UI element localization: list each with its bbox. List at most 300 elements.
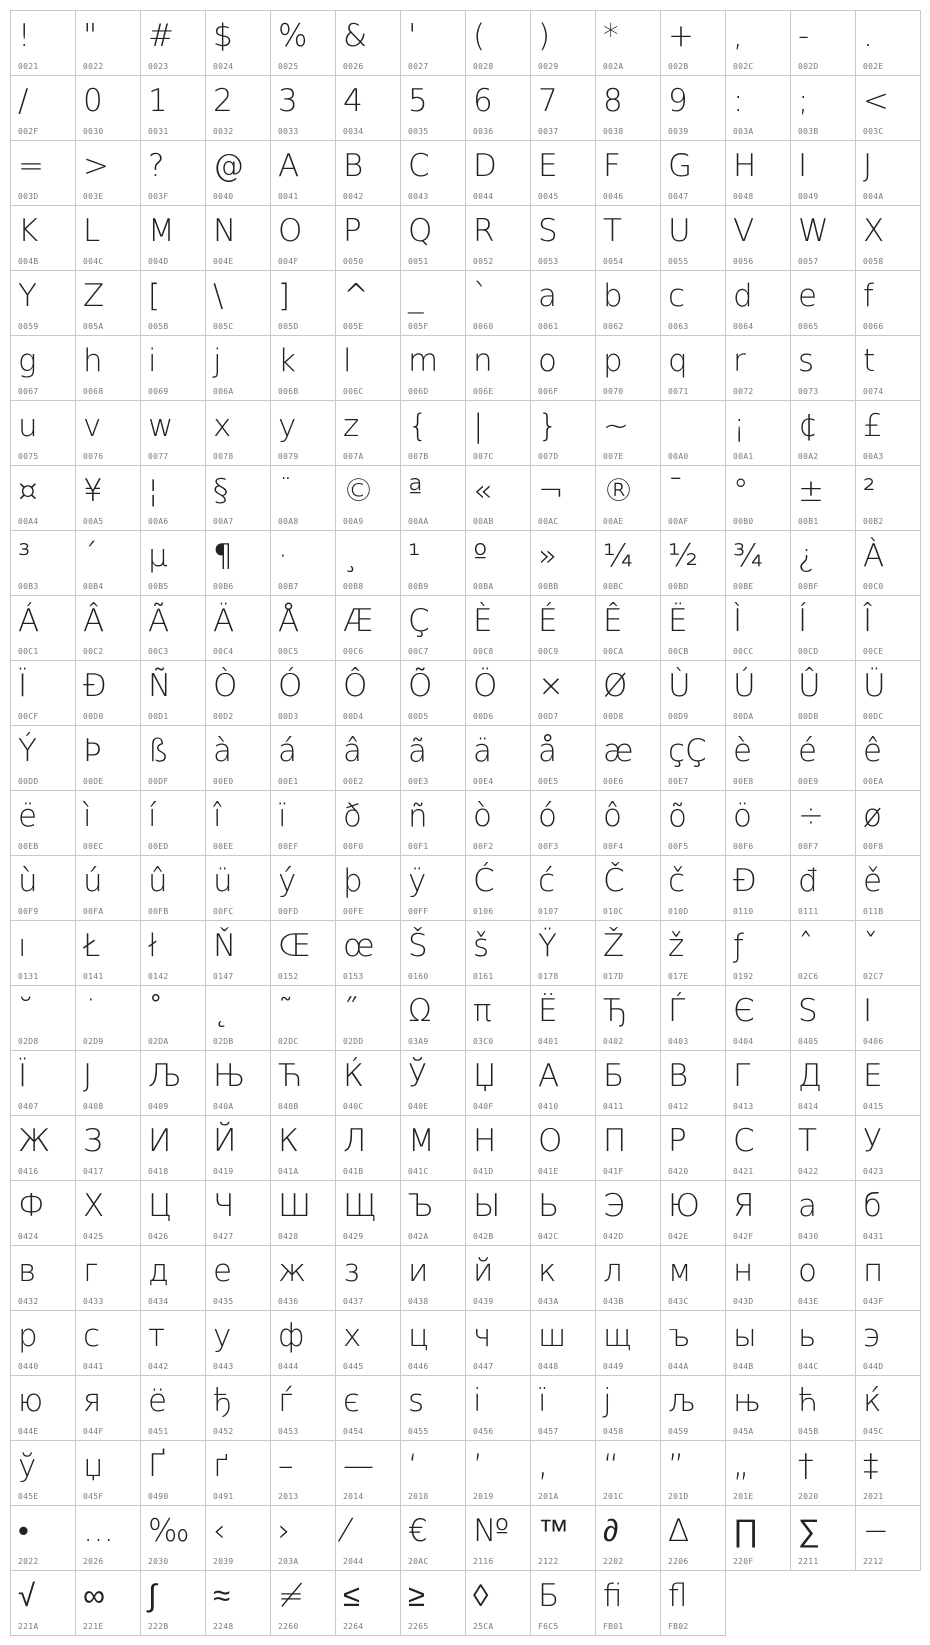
glyph-cell bbox=[336, 726, 401, 791]
glyph-code: 00DA bbox=[733, 712, 754, 721]
glyph-code: 0065 bbox=[798, 322, 819, 331]
glyph-code: 02DA bbox=[148, 1037, 169, 1046]
glyph-code: 03A9 bbox=[408, 1037, 429, 1046]
glyph-char: ø bbox=[863, 798, 882, 834]
glyph-code: 043F bbox=[863, 1297, 884, 1306]
glyph-char: е bbox=[213, 1253, 233, 1289]
glyph-char: Ü bbox=[863, 668, 886, 704]
glyph-code: 0436 bbox=[278, 1297, 299, 1306]
glyph-char: É bbox=[538, 603, 558, 639]
glyph-cell bbox=[336, 76, 401, 141]
glyph-code: 0033 bbox=[278, 127, 299, 136]
glyph-cell bbox=[11, 1311, 76, 1376]
glyph-char: Я bbox=[733, 1188, 755, 1224]
glyph-cell bbox=[336, 1571, 401, 1636]
glyph-cell bbox=[76, 596, 141, 661]
glyph-code: 00A2 bbox=[798, 452, 819, 461]
glyph-char: ñ bbox=[408, 798, 428, 834]
glyph-code: 0028 bbox=[473, 62, 494, 71]
glyph-code: 00D5 bbox=[408, 712, 429, 721]
glyph-char: Ñ bbox=[148, 668, 172, 704]
glyph-code: 006E bbox=[473, 387, 494, 396]
glyph-code: 00C1 bbox=[18, 647, 39, 656]
glyph-char: К bbox=[278, 1123, 299, 1159]
glyph-char: Ï bbox=[18, 668, 28, 704]
glyph-code: 040C bbox=[343, 1102, 364, 1111]
glyph-cell bbox=[596, 1506, 661, 1571]
glyph-cell bbox=[661, 141, 726, 206]
glyph-cell bbox=[401, 11, 466, 76]
glyph-code: 002D bbox=[798, 62, 819, 71]
glyph-code: 00F1 bbox=[408, 842, 429, 851]
glyph-code: 00B7 bbox=[278, 582, 299, 591]
glyph-code: 0055 bbox=[668, 257, 689, 266]
glyph-cell bbox=[596, 921, 661, 986]
glyph-code: 0459 bbox=[668, 1427, 689, 1436]
glyph-code: 0077 bbox=[148, 452, 169, 461]
glyph-cell bbox=[401, 336, 466, 401]
glyph-char: Ю bbox=[668, 1188, 700, 1224]
glyph-cell bbox=[856, 141, 921, 206]
glyph-code: 0433 bbox=[83, 1297, 104, 1306]
glyph-code: 00EA bbox=[863, 777, 884, 786]
glyph-char: Њ bbox=[213, 1058, 246, 1094]
glyph-cell bbox=[531, 11, 596, 76]
glyph-code: 221E bbox=[83, 1622, 104, 1631]
glyph-cell bbox=[336, 1116, 401, 1181]
glyph-code: 041F bbox=[603, 1167, 624, 1176]
glyph-code: 00F4 bbox=[603, 842, 624, 851]
glyph-char: є bbox=[343, 1383, 361, 1419]
glyph-char: · bbox=[278, 538, 288, 574]
glyph-char: O bbox=[278, 213, 303, 249]
glyph-char: v bbox=[83, 408, 102, 444]
glyph-cell bbox=[271, 11, 336, 76]
glyph-cell bbox=[11, 76, 76, 141]
glyph-cell bbox=[271, 791, 336, 856]
glyph-cell bbox=[11, 1376, 76, 1441]
glyph-char: ò bbox=[473, 798, 492, 834]
glyph-char: х bbox=[343, 1318, 362, 1354]
glyph-char: ¾ bbox=[733, 538, 764, 574]
glyph-cell bbox=[661, 986, 726, 1051]
glyph-code: 2248 bbox=[213, 1622, 234, 1631]
glyph-char: È bbox=[473, 603, 493, 639]
glyph-code: 044B bbox=[733, 1362, 754, 1371]
glyph-cell bbox=[466, 596, 531, 661]
glyph-cell bbox=[76, 11, 141, 76]
glyph-cell bbox=[726, 336, 791, 401]
glyph-code: 00FF bbox=[408, 907, 429, 916]
glyph-cell bbox=[531, 336, 596, 401]
glyph-code: 0407 bbox=[18, 1102, 39, 1111]
glyph-char: ° bbox=[733, 473, 749, 509]
glyph-cell bbox=[76, 1116, 141, 1181]
glyph-code: 2206 bbox=[668, 1557, 689, 1566]
glyph-code: 2044 bbox=[343, 1557, 364, 1566]
glyph-code: 00A9 bbox=[343, 517, 364, 526]
glyph-char: — bbox=[343, 1448, 374, 1484]
glyph-code: 00D1 bbox=[148, 712, 169, 721]
glyph-code: 0404 bbox=[733, 1037, 754, 1046]
glyph-char: 9 bbox=[668, 83, 688, 119]
glyph-code: 0046 bbox=[603, 192, 624, 201]
glyph-cell bbox=[11, 1441, 76, 1506]
glyph-code: 0021 bbox=[18, 62, 39, 71]
glyph-cell bbox=[596, 661, 661, 726]
glyph-char: þ bbox=[343, 863, 363, 899]
glyph-char: І bbox=[863, 993, 873, 1029]
glyph-code: 0455 bbox=[408, 1427, 429, 1436]
glyph-code: 043D bbox=[733, 1297, 754, 1306]
glyph-cell bbox=[401, 791, 466, 856]
glyph-cell bbox=[11, 531, 76, 596]
glyph-code: 00FB bbox=[148, 907, 169, 916]
glyph-code: 02D9 bbox=[83, 1037, 104, 1046]
glyph-cell bbox=[791, 1376, 856, 1441]
glyph-code: 0107 bbox=[538, 907, 559, 916]
glyph-char: L bbox=[83, 213, 101, 249]
glyph-cell bbox=[206, 1506, 271, 1571]
glyph-code: 220F bbox=[733, 1557, 754, 1566]
glyph-cell bbox=[726, 596, 791, 661]
glyph-char: Í bbox=[798, 603, 808, 639]
glyph-code: 041A bbox=[278, 1167, 299, 1176]
glyph-cell bbox=[336, 1311, 401, 1376]
glyph-code: 00AC bbox=[538, 517, 559, 526]
glyph-cell bbox=[206, 401, 271, 466]
glyph-code: 0027 bbox=[408, 62, 429, 71]
glyph-cell bbox=[661, 1311, 726, 1376]
glyph-char: ¿ bbox=[798, 538, 815, 574]
glyph-cell bbox=[531, 1311, 596, 1376]
glyph-code: 042E bbox=[668, 1232, 689, 1241]
glyph-char: ◊ bbox=[473, 1578, 489, 1614]
glyph-code: 042A bbox=[408, 1232, 429, 1241]
glyph-cell bbox=[141, 856, 206, 921]
glyph-char: Ё bbox=[538, 993, 558, 1029]
glyph-code: 00FD bbox=[278, 907, 299, 916]
glyph-char: 5 bbox=[408, 83, 428, 119]
glyph-char: = bbox=[18, 148, 44, 184]
glyph-char: ð bbox=[343, 798, 362, 834]
glyph-cell bbox=[856, 1441, 921, 1506]
glyph-char: ж bbox=[278, 1253, 307, 1289]
glyph-cell bbox=[401, 141, 466, 206]
glyph-char: ö bbox=[733, 798, 752, 834]
glyph-char: B bbox=[343, 148, 364, 184]
glyph-char: û bbox=[148, 863, 168, 899]
glyph-cell bbox=[271, 401, 336, 466]
glyph-char: А bbox=[538, 1058, 560, 1094]
glyph-code: 00E8 bbox=[733, 777, 754, 786]
glyph-char: ³ bbox=[18, 538, 31, 574]
glyph-char: ó bbox=[538, 798, 557, 834]
glyph-char: ѓ bbox=[278, 1383, 294, 1419]
glyph-char: £ bbox=[863, 408, 883, 444]
glyph-code: 002F bbox=[18, 127, 39, 136]
glyph-cell bbox=[11, 336, 76, 401]
glyph-char: ž bbox=[668, 928, 685, 964]
glyph-cell bbox=[401, 1246, 466, 1311]
glyph-char: ł bbox=[148, 928, 157, 964]
glyph-code: 03C0 bbox=[473, 1037, 494, 1046]
glyph-code: 2026 bbox=[83, 1557, 104, 1566]
glyph-cell bbox=[791, 791, 856, 856]
glyph-cell bbox=[336, 1441, 401, 1506]
glyph-cell bbox=[401, 726, 466, 791]
glyph-cell bbox=[531, 986, 596, 1051]
glyph-cell bbox=[856, 76, 921, 141]
glyph-char: À bbox=[863, 538, 885, 574]
glyph-char: Ч bbox=[213, 1188, 235, 1224]
glyph-char: m bbox=[408, 343, 439, 379]
glyph-code: 0053 bbox=[538, 257, 559, 266]
glyph-char: ш bbox=[538, 1318, 567, 1354]
glyph-code: 00F9 bbox=[18, 907, 39, 916]
glyph-cell bbox=[856, 1376, 921, 1441]
glyph-code: 02D8 bbox=[18, 1037, 39, 1046]
glyph-char: › bbox=[278, 1513, 291, 1549]
glyph-code: 0070 bbox=[603, 387, 624, 396]
glyph-cell bbox=[141, 1246, 206, 1311]
glyph-code: 0075 bbox=[18, 452, 39, 461]
glyph-char: − bbox=[863, 1513, 889, 1549]
glyph-cell bbox=[791, 921, 856, 986]
glyph-cell bbox=[11, 1571, 76, 1636]
glyph-cell bbox=[726, 1246, 791, 1311]
glyph-char: Ÿ bbox=[538, 928, 557, 964]
glyph-code: 221A bbox=[18, 1622, 39, 1631]
glyph-char: Õ bbox=[408, 668, 433, 704]
glyph-cell bbox=[336, 1051, 401, 1116]
glyph-char: щ bbox=[603, 1318, 633, 1354]
glyph-code: 00CC bbox=[733, 647, 754, 656]
glyph-cell bbox=[271, 726, 336, 791]
glyph-code: 00BC bbox=[603, 582, 624, 591]
glyph-cell bbox=[76, 1571, 141, 1636]
glyph-cell bbox=[76, 206, 141, 271]
glyph-cell bbox=[76, 921, 141, 986]
glyph-code: 00D9 bbox=[668, 712, 689, 721]
glyph-char: π bbox=[473, 993, 492, 1029]
glyph-code: 00B9 bbox=[408, 582, 429, 591]
glyph-cell bbox=[206, 206, 271, 271]
glyph-cell bbox=[141, 986, 206, 1051]
glyph-code: 0071 bbox=[668, 387, 689, 396]
glyph-cell bbox=[726, 791, 791, 856]
glyph-char: Ú bbox=[733, 668, 756, 704]
glyph-cell bbox=[726, 661, 791, 726]
glyph-char: Ø bbox=[603, 668, 628, 704]
glyph-char: é bbox=[798, 733, 818, 769]
glyph-char: ì bbox=[83, 798, 92, 834]
glyph-code: 2122 bbox=[538, 1557, 559, 1566]
glyph-char: R bbox=[473, 213, 495, 249]
glyph-char: Ў bbox=[408, 1058, 427, 1094]
glyph-code: 0041 bbox=[278, 192, 299, 201]
glyph-cell bbox=[141, 726, 206, 791]
glyph-code: 00CD bbox=[798, 647, 819, 656]
glyph-char: ‘ bbox=[408, 1448, 418, 1484]
glyph-cell bbox=[11, 466, 76, 531]
glyph-cell bbox=[856, 856, 921, 921]
glyph-cell bbox=[726, 76, 791, 141]
glyph-code: 004C bbox=[83, 257, 104, 266]
glyph-cell bbox=[206, 76, 271, 141]
glyph-cell bbox=[206, 11, 271, 76]
glyph-char: í bbox=[148, 798, 157, 834]
glyph-char: у bbox=[213, 1318, 232, 1354]
glyph-cell bbox=[531, 726, 596, 791]
glyph-cell bbox=[271, 76, 336, 141]
glyph-code: 00A3 bbox=[863, 452, 884, 461]
glyph-code: 0072 bbox=[733, 387, 754, 396]
glyph-code: 00B6 bbox=[213, 582, 234, 591]
glyph-cell bbox=[336, 466, 401, 531]
glyph-char: | bbox=[473, 408, 484, 444]
glyph-char: ˇ bbox=[863, 928, 879, 964]
glyph-char: ј bbox=[603, 1383, 612, 1419]
glyph-code: 006C bbox=[343, 387, 364, 396]
glyph-cell bbox=[531, 1506, 596, 1571]
glyph-code: 0064 bbox=[733, 322, 754, 331]
glyph-char: ≤ bbox=[343, 1578, 361, 1614]
glyph-code: 0152 bbox=[278, 972, 299, 981]
glyph-code: 004A bbox=[863, 192, 884, 201]
glyph-code: 0434 bbox=[148, 1297, 169, 1306]
glyph-cell bbox=[856, 206, 921, 271]
glyph-code: 007D bbox=[538, 452, 559, 461]
glyph-code: 00FA bbox=[83, 907, 104, 916]
glyph-cell bbox=[661, 531, 726, 596]
glyph-cell bbox=[856, 1506, 921, 1571]
glyph-code: 0142 bbox=[148, 972, 169, 981]
glyph-cell bbox=[271, 141, 336, 206]
glyph-char: ¶ bbox=[213, 538, 233, 574]
glyph-code: 00C9 bbox=[538, 647, 559, 656]
glyph-cell bbox=[206, 271, 271, 336]
glyph-char: Ý bbox=[18, 733, 37, 769]
glyph-code: 00E9 bbox=[798, 777, 819, 786]
glyph-code: 043E bbox=[798, 1297, 819, 1306]
glyph-cell bbox=[596, 1181, 661, 1246]
glyph-char: Й bbox=[213, 1123, 237, 1159]
glyph-code: 00CE bbox=[863, 647, 884, 656]
glyph-code: 00D3 bbox=[278, 712, 299, 721]
glyph-char: Н bbox=[473, 1123, 497, 1159]
glyph-code: 0062 bbox=[603, 322, 624, 331]
glyph-cell bbox=[271, 336, 336, 401]
glyph-cell bbox=[11, 986, 76, 1051]
glyph-code: 00B2 bbox=[863, 517, 884, 526]
glyph-cell bbox=[401, 466, 466, 531]
glyph-code: 003A bbox=[733, 127, 754, 136]
glyph-cell bbox=[726, 531, 791, 596]
glyph-code: 045E bbox=[18, 1492, 39, 1501]
glyph-code: 02C7 bbox=[863, 972, 884, 981]
glyph-char: Ы bbox=[473, 1188, 501, 1224]
glyph-code: 006F bbox=[538, 387, 559, 396]
glyph-char: + bbox=[668, 18, 694, 54]
glyph-char: Ѓ bbox=[668, 993, 686, 1029]
glyph-code: 00B5 bbox=[148, 582, 169, 591]
glyph-code: 0409 bbox=[148, 1102, 169, 1111]
glyph-cell bbox=[661, 466, 726, 531]
glyph-char: i bbox=[148, 343, 157, 379]
glyph-char: ˙ bbox=[83, 993, 99, 1029]
glyph-char: Á bbox=[18, 603, 40, 639]
glyph-cell bbox=[531, 1181, 596, 1246]
glyph-char: T bbox=[603, 213, 622, 249]
glyph-cell bbox=[726, 206, 791, 271]
glyph-cell bbox=[206, 986, 271, 1051]
glyph-code: 00EE bbox=[213, 842, 234, 851]
glyph-code: 006A bbox=[213, 387, 234, 396]
glyph-char: a bbox=[538, 278, 557, 314]
glyph-char: Ö bbox=[473, 668, 498, 704]
glyph-code: 002A bbox=[603, 62, 624, 71]
glyph-char: G bbox=[668, 148, 693, 184]
glyph-char: ’ bbox=[473, 1448, 483, 1484]
glyph-cell bbox=[401, 1311, 466, 1376]
glyph-code: 0106 bbox=[473, 907, 494, 916]
glyph-cell bbox=[791, 141, 856, 206]
glyph-code: 004E bbox=[213, 257, 234, 266]
glyph-char: š bbox=[473, 928, 490, 964]
glyph-char: џ bbox=[83, 1448, 104, 1484]
glyph-code: 00A6 bbox=[148, 517, 169, 526]
glyph-cell bbox=[11, 596, 76, 661]
glyph-code: 2260 bbox=[278, 1622, 299, 1631]
glyph-code: 0444 bbox=[278, 1362, 299, 1371]
glyph-code: 0428 bbox=[278, 1232, 299, 1241]
glyph-cell bbox=[401, 986, 466, 1051]
glyph-code: 201E bbox=[733, 1492, 754, 1501]
glyph-char: ‹ bbox=[213, 1513, 226, 1549]
glyph-char: П bbox=[603, 1123, 627, 1159]
glyph-char: ü bbox=[213, 863, 233, 899]
glyph-char: № bbox=[473, 1513, 510, 1549]
glyph-code: 00BB bbox=[538, 582, 559, 591]
glyph-char: w bbox=[148, 408, 174, 444]
glyph-code: 0047 bbox=[668, 192, 689, 201]
glyph-cell bbox=[206, 1311, 271, 1376]
glyph-char: ] bbox=[278, 278, 291, 314]
glyph-cell bbox=[856, 1116, 921, 1181]
glyph-char: √ bbox=[18, 1578, 36, 1614]
glyph-cell bbox=[76, 1376, 141, 1441]
glyph-code: 0037 bbox=[538, 127, 559, 136]
glyph-code: 0067 bbox=[18, 387, 39, 396]
glyph-char: ∫ bbox=[148, 1578, 157, 1614]
glyph-char: ê bbox=[863, 733, 883, 769]
glyph-cell bbox=[76, 1051, 141, 1116]
glyph-code: 0449 bbox=[603, 1362, 624, 1371]
glyph-char: ¯ bbox=[668, 473, 684, 509]
glyph-char: ¨ bbox=[278, 473, 294, 509]
glyph-cell bbox=[531, 206, 596, 271]
glyph-code: 0044 bbox=[473, 192, 494, 201]
glyph-cell bbox=[531, 401, 596, 466]
glyph-cell bbox=[76, 661, 141, 726]
glyph-char: I bbox=[798, 148, 808, 184]
glyph-char: п bbox=[863, 1253, 884, 1289]
glyph-char: ² bbox=[863, 473, 876, 509]
glyph-cell bbox=[76, 466, 141, 531]
glyph-char: & bbox=[343, 18, 368, 54]
glyph-code: 0410 bbox=[538, 1102, 559, 1111]
